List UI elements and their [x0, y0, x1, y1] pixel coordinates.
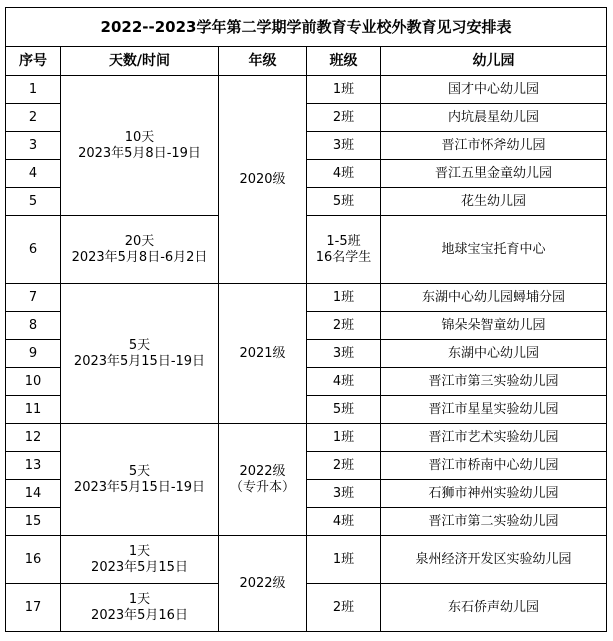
table-title: 2022--2023学年第二学期学前教育专业校外教育见习安排表: [6, 8, 607, 47]
class-value: 1-5班: [326, 233, 361, 249]
row-index: 3: [6, 132, 61, 160]
days-time-cell: [61, 584, 219, 632]
kindergarten-cell: 东湖中心幼儿园: [381, 340, 607, 368]
days-time-cell: [61, 76, 219, 216]
class-cell: 1班: [307, 76, 381, 104]
row-index: 4: [6, 160, 61, 188]
days-time-cell: [61, 536, 219, 584]
kindergarten-cell: 东石侨声幼儿园: [381, 584, 607, 632]
table-row: [6, 584, 607, 632]
class-cell: [307, 216, 381, 284]
table-row: [6, 536, 607, 584]
class-cell: 2班: [307, 584, 381, 632]
row-index: 1: [6, 76, 61, 104]
date-range: 2023年5月15日-19日: [73, 479, 206, 495]
class-note: 16名学生: [315, 249, 372, 265]
grade-value: 2022级: [239, 463, 286, 479]
class-cell: 2班: [307, 312, 381, 340]
date-range: 2023年5月8日-6月2日: [71, 249, 208, 265]
schedule-sheet: [5, 7, 606, 634]
kindergarten-cell: 晋江市桥南中心幼儿园: [381, 452, 607, 480]
days-value: 10天: [124, 129, 155, 145]
grade-cell: 2020级: [219, 76, 307, 284]
table-row: [6, 216, 607, 284]
row-index: 17: [6, 584, 61, 632]
kindergarten-cell: 晋江市怀斧幼儿园: [381, 132, 607, 160]
row-index: 6: [6, 216, 61, 284]
class-cell: 1班: [307, 284, 381, 312]
date-range: 2023年5月8日-19日: [78, 145, 201, 161]
days-value: 1天: [128, 591, 151, 607]
class-cell: 3班: [307, 340, 381, 368]
grade-cell: [219, 424, 307, 536]
header-grade: 年级: [219, 47, 307, 76]
row-index: 8: [6, 312, 61, 340]
header-index: 序号: [6, 47, 61, 76]
row-index: 7: [6, 284, 61, 312]
row-index: 15: [6, 508, 61, 536]
grade-cell: 2021级: [219, 284, 307, 424]
class-cell: 2班: [307, 452, 381, 480]
days-value: 1天: [128, 543, 151, 559]
class-cell: 5班: [307, 396, 381, 424]
header-days-time: 天数/时间: [61, 47, 219, 76]
kindergarten-cell: 内坑晨星幼儿园: [381, 104, 607, 132]
kindergarten-cell: 花生幼儿园: [381, 188, 607, 216]
class-cell: 4班: [307, 368, 381, 396]
grade-note: （专升本）: [229, 479, 295, 495]
kindergarten-cell: 晋江市艺术实验幼儿园: [381, 424, 607, 452]
kindergarten-cell: 东湖中心幼儿园蟳埔分园: [381, 284, 607, 312]
kindergarten-cell: 锦朵朵智童幼儿园: [381, 312, 607, 340]
days-value: 5天: [128, 463, 151, 479]
class-cell: 3班: [307, 132, 381, 160]
row-index: 12: [6, 424, 61, 452]
class-cell: 5班: [307, 188, 381, 216]
days-value: 20天: [124, 233, 155, 249]
class-cell: 4班: [307, 160, 381, 188]
schedule-table: [5, 7, 607, 632]
header-row: [6, 47, 607, 76]
row-index: 10: [6, 368, 61, 396]
row-index: 9: [6, 340, 61, 368]
row-index: 16: [6, 536, 61, 584]
date-value: 2023年5月16日: [91, 607, 188, 623]
header-class: 班级: [307, 47, 381, 76]
table-row: [6, 76, 607, 104]
kindergarten-cell: 石狮市神州实验幼儿园: [381, 480, 607, 508]
kindergarten-cell: 地球宝宝托育中心: [381, 216, 607, 284]
kindergarten-cell: 晋江五里金童幼儿园: [381, 160, 607, 188]
row-index: 2: [6, 104, 61, 132]
date-range: 2023年5月15日-19日: [73, 353, 206, 369]
class-cell: 1班: [307, 424, 381, 452]
row-index: 11: [6, 396, 61, 424]
table-row: [6, 284, 607, 312]
kindergarten-cell: 国才中心幼儿园: [381, 76, 607, 104]
kindergarten-cell: 晋江市第三实验幼儿园: [381, 368, 607, 396]
class-cell: 2班: [307, 104, 381, 132]
class-cell: 4班: [307, 508, 381, 536]
class-cell: 1班: [307, 536, 381, 584]
date-value: 2023年5月15日: [91, 559, 188, 575]
header-kindergarten: 幼儿园: [381, 47, 607, 76]
row-index: 14: [6, 480, 61, 508]
class-cell: 3班: [307, 480, 381, 508]
kindergarten-cell: 晋江市第二实验幼儿园: [381, 508, 607, 536]
table-row: [6, 424, 607, 452]
row-index: 13: [6, 452, 61, 480]
days-time-cell: [61, 284, 219, 424]
days-time-cell: [61, 216, 219, 284]
days-value: 5天: [128, 337, 151, 353]
kindergarten-cell: 晋江市星星实验幼儿园: [381, 396, 607, 424]
row-index: 5: [6, 188, 61, 216]
kindergarten-cell: 泉州经济开发区实验幼儿园: [381, 536, 607, 584]
days-time-cell: [61, 424, 219, 536]
grade-cell: 2022级: [219, 536, 307, 632]
